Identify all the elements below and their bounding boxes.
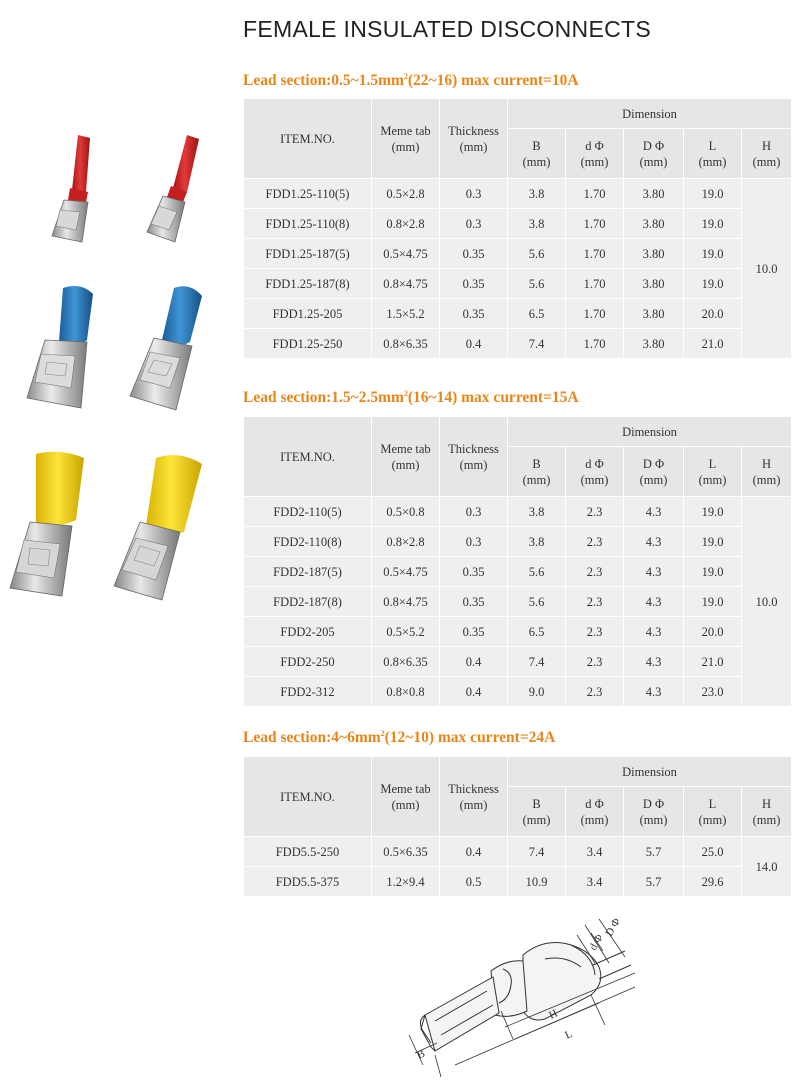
item-no-cell: FDD5.5-375 <box>244 867 372 897</box>
header-h-unit: (mm) <box>752 812 781 827</box>
thickness-cell: 0.35 <box>440 269 508 299</box>
meme-tab-cell: 0.8×2.8 <box>372 209 440 239</box>
header-meme-tab-label: Meme tab <box>380 123 431 138</box>
header-meme-tab <box>372 99 440 179</box>
d-small-cell: 1.70 <box>566 269 624 299</box>
section-3-title-text: Lead section:4~6mm <box>243 729 381 747</box>
header-thickness <box>440 757 508 837</box>
meme-tab-cell: 0.5×4.75 <box>372 557 440 587</box>
table-row <box>244 677 792 707</box>
thickness-cell: 0.3 <box>440 179 508 209</box>
table-row <box>244 239 792 269</box>
red-terminal-left <box>52 135 90 242</box>
d-large-cell: 4.3 <box>624 557 684 587</box>
header-l-unit: (mm) <box>698 154 727 169</box>
header-dimension: Dimension <box>508 99 792 129</box>
header-thickness-unit: (mm) <box>459 457 488 472</box>
spec-table-3-body <box>244 837 792 897</box>
table-row <box>244 527 792 557</box>
b-cell: 3.8 <box>508 527 566 557</box>
meme-tab-cell: 0.8×0.8 <box>372 677 440 707</box>
b-cell: 7.4 <box>508 647 566 677</box>
header-meme-tab-label: Meme tab <box>380 441 431 456</box>
b-cell: 3.8 <box>508 497 566 527</box>
d-small-cell: 2.3 <box>566 527 624 557</box>
header-d-small-unit: (mm) <box>580 472 609 487</box>
meme-tab-cell: 1.2×9.4 <box>372 867 440 897</box>
header-h <box>742 129 792 179</box>
thickness-cell: 0.35 <box>440 299 508 329</box>
header-l-unit: (mm) <box>698 472 727 487</box>
header-item-label: ITEM.NO. <box>280 449 335 464</box>
section-1-title-text-end: (22~16) max current=10A <box>407 72 579 90</box>
section-3-title <box>243 729 555 747</box>
l-cell: 19.0 <box>684 179 742 209</box>
thickness-cell: 0.35 <box>440 239 508 269</box>
header-d-large-label: D Φ <box>642 456 665 471</box>
meme-tab-cell: 0.5×4.75 <box>372 239 440 269</box>
header-d-small-label: d Φ <box>585 138 604 153</box>
header-d-large <box>624 787 684 837</box>
spec-table-2 <box>243 416 792 707</box>
table-row <box>244 617 792 647</box>
l-cell: 19.0 <box>684 527 742 557</box>
item-no-cell: FDD1.25-110(5) <box>244 179 372 209</box>
b-cell: 9.0 <box>508 677 566 707</box>
meme-tab-cell: 0.8×6.35 <box>372 647 440 677</box>
l-cell: 19.0 <box>684 269 742 299</box>
header-l-unit: (mm) <box>698 812 727 827</box>
table-row <box>244 299 792 329</box>
l-cell: 21.0 <box>684 329 742 359</box>
section-1-title <box>243 72 579 90</box>
header-item-label: ITEM.NO. <box>280 131 335 146</box>
header-l-label: L <box>708 456 717 471</box>
table-row <box>244 647 792 677</box>
section-3-title-sup: 2 <box>380 729 385 738</box>
header-h-unit: (mm) <box>752 154 781 169</box>
item-no-cell: FDD2-110(5) <box>244 497 372 527</box>
thickness-cell: 0.35 <box>440 587 508 617</box>
header-b-unit: (mm) <box>522 154 551 169</box>
item-no-cell: FDD2-110(8) <box>244 527 372 557</box>
section-2-title-text-end: (16~14) max current=15A <box>407 389 579 407</box>
d-large-cell: 3.80 <box>624 299 684 329</box>
header-l-label: L <box>708 796 717 811</box>
header-thickness <box>440 417 508 497</box>
b-cell: 3.8 <box>508 179 566 209</box>
header-meme-tab-label: Meme tab <box>380 781 431 796</box>
l-cell: 21.0 <box>684 647 742 677</box>
d-small-cell: 2.3 <box>566 557 624 587</box>
table-row <box>244 497 792 527</box>
d-small-cell: 2.3 <box>566 587 624 617</box>
item-no-cell: FDD2-187(5) <box>244 557 372 587</box>
d-large-cell: 3.80 <box>624 269 684 299</box>
table-row <box>244 867 792 897</box>
header-d-small-label: d Φ <box>585 796 604 811</box>
diagram-label-B: B <box>415 1047 427 1062</box>
section-3-title-text-end: (12~10) max current=24A <box>384 729 556 747</box>
b-cell: 3.8 <box>508 209 566 239</box>
red-terminal-pair-image <box>20 130 220 250</box>
meme-tab-cell: 0.8×2.8 <box>372 527 440 557</box>
l-cell: 19.0 <box>684 557 742 587</box>
meme-tab-cell: 0.8×4.75 <box>372 269 440 299</box>
header-item-label: ITEM.NO. <box>280 789 335 804</box>
header-h-label: H <box>761 796 772 811</box>
header-d-small <box>566 447 624 497</box>
thickness-cell: 0.4 <box>440 837 508 867</box>
header-d-small-unit: (mm) <box>580 812 609 827</box>
item-no-cell: FDD1.25-205 <box>244 299 372 329</box>
meme-tab-cell: 0.8×6.35 <box>372 329 440 359</box>
header-meme-tab-unit: (mm) <box>391 797 420 812</box>
meme-tab-cell: 0.5×5.2 <box>372 617 440 647</box>
section-2-title-sup: 2 <box>403 389 408 398</box>
header-d-large <box>624 447 684 497</box>
b-cell: 10.9 <box>508 867 566 897</box>
header-d-large-unit: (mm) <box>639 154 668 169</box>
b-cell: 6.5 <box>508 299 566 329</box>
header-b <box>508 129 566 179</box>
header-d-small-unit: (mm) <box>580 154 609 169</box>
meme-tab-cell: 0.5×2.8 <box>372 179 440 209</box>
meme-tab-cell: 0.8×4.75 <box>372 587 440 617</box>
d-large-cell: 4.3 <box>624 527 684 557</box>
header-h-unit: (mm) <box>752 472 781 487</box>
header-d-small-label: d Φ <box>585 456 604 471</box>
red-terminal-right <box>147 135 199 242</box>
d-small-cell: 1.70 <box>566 299 624 329</box>
header-d-large-unit: (mm) <box>639 472 668 487</box>
d-small-cell: 3.4 <box>566 837 624 867</box>
header-l <box>684 129 742 179</box>
header-b-unit: (mm) <box>522 472 551 487</box>
item-no-cell: FDD1.25-187(8) <box>244 269 372 299</box>
header-thickness-label: Thickness <box>448 123 499 138</box>
d-small-cell: 1.70 <box>566 179 624 209</box>
header-thickness-unit: (mm) <box>459 797 488 812</box>
diagram-label-D: D Φ <box>603 916 623 939</box>
header-d-large-unit: (mm) <box>639 812 668 827</box>
d-large-cell: 3.80 <box>624 239 684 269</box>
header-thickness-unit: (mm) <box>459 139 488 154</box>
header-d-large-label: D Φ <box>642 796 665 811</box>
header-b-label: B <box>532 138 541 153</box>
table-row <box>244 269 792 299</box>
d-small-cell: 2.3 <box>566 647 624 677</box>
page-title: FEMALE INSULATED DISCONNECTS <box>243 16 651 42</box>
meme-tab-cell: 0.5×0.8 <box>372 497 440 527</box>
l-cell: 20.0 <box>684 617 742 647</box>
terminal-dimension-diagram <box>395 915 655 1085</box>
d-small-cell: 1.70 <box>566 329 624 359</box>
header-meme-tab <box>372 757 440 837</box>
d-small-cell: 2.3 <box>566 497 624 527</box>
d-large-cell: 3.80 <box>624 329 684 359</box>
l-cell: 19.0 <box>684 587 742 617</box>
thickness-cell: 0.4 <box>440 647 508 677</box>
d-large-cell: 4.3 <box>624 617 684 647</box>
l-cell: 25.0 <box>684 837 742 867</box>
table-row <box>244 837 792 867</box>
l-cell: 29.6 <box>684 867 742 897</box>
b-cell: 5.6 <box>508 557 566 587</box>
spec-table-2-body <box>244 497 792 707</box>
b-cell: 5.6 <box>508 239 566 269</box>
yellow-terminal-left <box>10 452 84 596</box>
item-no-cell: FDD5.5-250 <box>244 837 372 867</box>
item-no-cell: FDD2-312 <box>244 677 372 707</box>
header-item <box>244 417 372 497</box>
spec-table-3 <box>243 756 792 897</box>
header-h-label: H <box>761 138 772 153</box>
d-large-cell: 4.3 <box>624 497 684 527</box>
yellow-terminal-right <box>114 455 202 600</box>
header-thickness <box>440 99 508 179</box>
header-l-label: L <box>708 138 717 153</box>
table-row <box>244 557 792 587</box>
b-cell: 5.6 <box>508 269 566 299</box>
l-cell: 23.0 <box>684 677 742 707</box>
header-l <box>684 447 742 497</box>
h-cell: 14.0 <box>742 837 792 897</box>
table-row <box>244 179 792 209</box>
header-dimension: Dimension <box>508 757 792 787</box>
diagram-label-d: d Φ <box>587 932 606 953</box>
item-no-cell: FDD1.25-110(8) <box>244 209 372 239</box>
header-b <box>508 447 566 497</box>
diagram-label-L: L <box>563 1027 575 1042</box>
header-item <box>244 757 372 837</box>
header-b <box>508 787 566 837</box>
section-1-title-text: Lead section:0.5~1.5mm <box>243 72 404 90</box>
header-b-label: B <box>532 456 541 471</box>
header-meme-tab <box>372 417 440 497</box>
d-large-cell: 5.7 <box>624 837 684 867</box>
table-row <box>244 329 792 359</box>
diagram-label-H: H <box>547 1007 560 1022</box>
thickness-cell: 0.3 <box>440 209 508 239</box>
blue-terminal-pair-image <box>10 280 220 420</box>
b-cell: 7.4 <box>508 329 566 359</box>
header-d-large-label: D Φ <box>642 138 665 153</box>
h-cell: 10.0 <box>742 497 792 707</box>
table-row <box>244 209 792 239</box>
l-cell: 20.0 <box>684 299 742 329</box>
header-thickness-label: Thickness <box>448 441 499 456</box>
blue-terminal-right <box>130 286 202 410</box>
header-h <box>742 447 792 497</box>
item-no-cell: FDD2-250 <box>244 647 372 677</box>
blue-terminal-left <box>27 286 93 408</box>
l-cell: 19.0 <box>684 239 742 269</box>
b-cell: 6.5 <box>508 617 566 647</box>
thickness-cell: 0.4 <box>440 329 508 359</box>
header-l <box>684 787 742 837</box>
header-h <box>742 787 792 837</box>
thickness-cell: 0.35 <box>440 557 508 587</box>
header-d-large <box>624 129 684 179</box>
meme-tab-cell: 1.5×5.2 <box>372 299 440 329</box>
d-small-cell: 1.70 <box>566 239 624 269</box>
thickness-cell: 0.35 <box>440 617 508 647</box>
d-large-cell: 3.80 <box>624 209 684 239</box>
spec-table-1-body <box>244 179 792 359</box>
item-no-cell: FDD1.25-250 <box>244 329 372 359</box>
thickness-cell: 0.3 <box>440 497 508 527</box>
item-no-cell: FDD2-187(8) <box>244 587 372 617</box>
b-cell: 7.4 <box>508 837 566 867</box>
section-2-title-text: Lead section:1.5~2.5mm <box>243 389 404 407</box>
header-b-unit: (mm) <box>522 812 551 827</box>
l-cell: 19.0 <box>684 209 742 239</box>
thickness-cell: 0.4 <box>440 677 508 707</box>
header-meme-tab-unit: (mm) <box>391 457 420 472</box>
b-cell: 5.6 <box>508 587 566 617</box>
d-large-cell: 3.80 <box>624 179 684 209</box>
d-large-cell: 4.3 <box>624 587 684 617</box>
header-item <box>244 99 372 179</box>
d-small-cell: 2.3 <box>566 677 624 707</box>
d-large-cell: 4.3 <box>624 647 684 677</box>
thickness-cell: 0.5 <box>440 867 508 897</box>
item-no-cell: FDD1.25-187(5) <box>244 239 372 269</box>
header-d-small <box>566 129 624 179</box>
header-b-label: B <box>532 796 541 811</box>
thickness-cell: 0.3 <box>440 527 508 557</box>
section-2-title <box>243 389 579 407</box>
header-h-label: H <box>761 456 772 471</box>
yellow-terminal-pair-image <box>0 448 220 603</box>
l-cell: 19.0 <box>684 497 742 527</box>
d-small-cell: 3.4 <box>566 867 624 897</box>
item-no-cell: FDD2-205 <box>244 617 372 647</box>
d-small-cell: 2.3 <box>566 617 624 647</box>
d-large-cell: 4.3 <box>624 677 684 707</box>
meme-tab-cell: 0.5×6.35 <box>372 837 440 867</box>
d-large-cell: 5.7 <box>624 867 684 897</box>
header-meme-tab-unit: (mm) <box>391 139 420 154</box>
d-small-cell: 1.70 <box>566 209 624 239</box>
header-dimension: Dimension <box>508 417 792 447</box>
spec-table-1 <box>243 98 792 359</box>
table-row <box>244 587 792 617</box>
h-cell: 10.0 <box>742 179 792 359</box>
header-thickness-label: Thickness <box>448 781 499 796</box>
section-1-title-sup: 2 <box>403 72 408 81</box>
header-d-small <box>566 787 624 837</box>
